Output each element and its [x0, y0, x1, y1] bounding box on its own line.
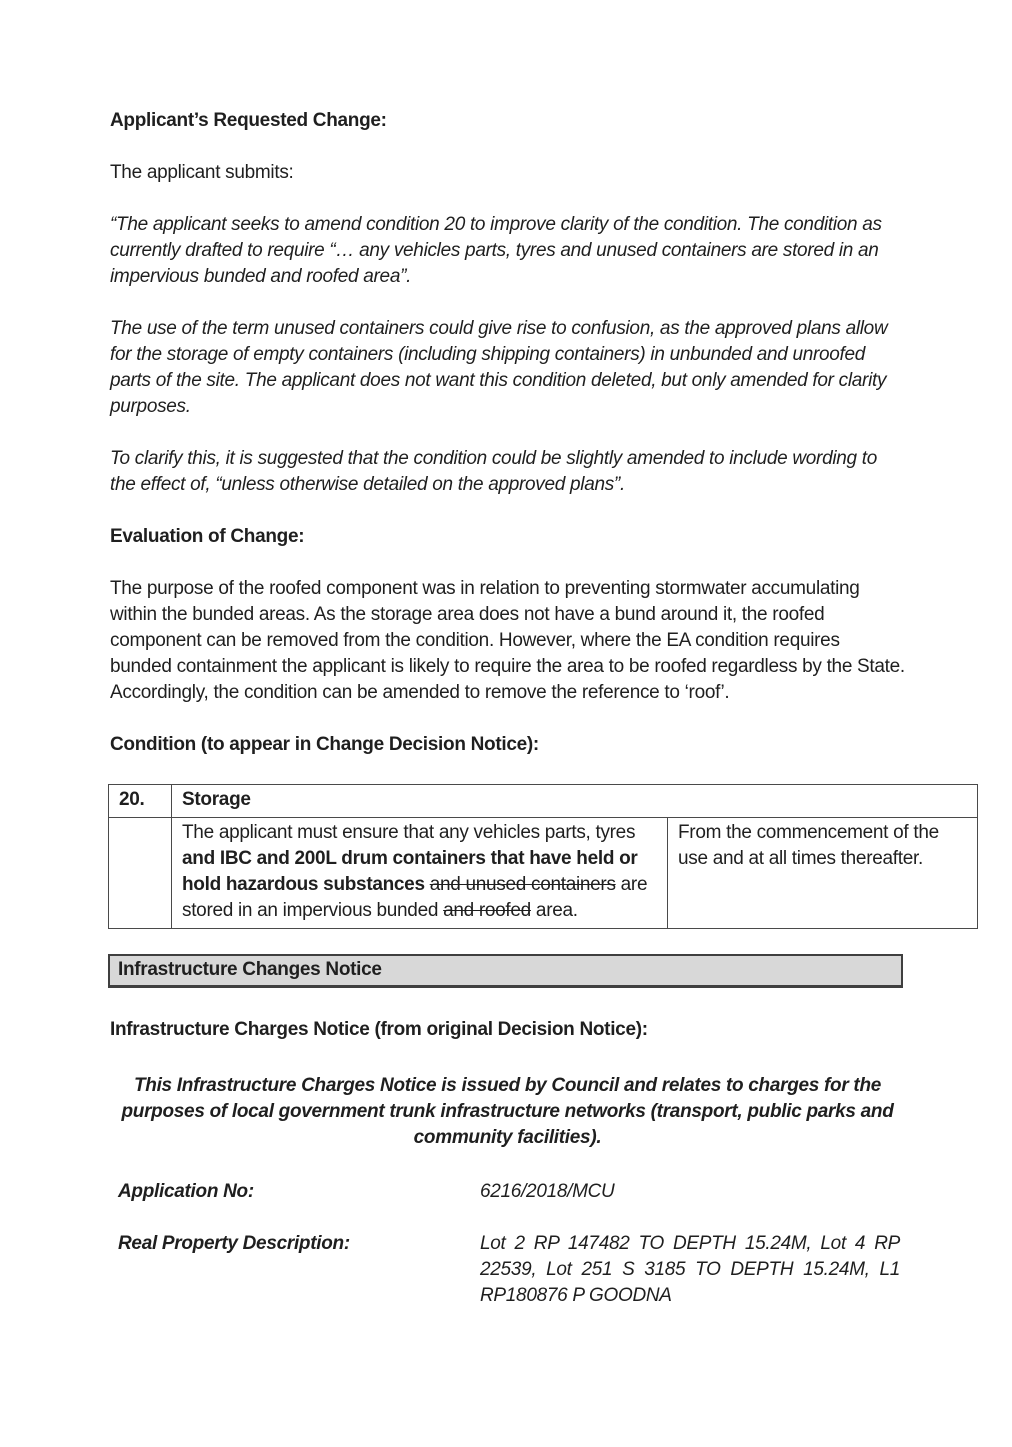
condition-text-part-2: are stored in an impervious bunded	[182, 874, 648, 921]
condition-text-part-1: The applicant must ensure that any vehicles parts, tyres	[182, 822, 636, 843]
quote-paragraph-1: “The applicant seeks to amend condition 20 to improve clarity of the condition. The condition as currently drafted to require “… any vehicles parts, tyres and unused containers are stored in an impervious bunded and roofed area”.	[110, 214, 882, 287]
infrastructure-intro-paragraph: This Infrastructure Charges Notice is issued by Council and relates to charges for the purposes of local government trunk infrastructure networks (transport, public parks and community facilities).	[121, 1075, 894, 1148]
evaluation-paragraph: The purpose of the roofed component was in relation to preventing stormwater accumulating within the bunded areas. As the storage area does not have a bund around it, the roofed component can be removed from the condition. However, where the EA condition requires bunded containment the applicant is likely to require the area to be roofed regardless by the State. Accordingly, the condition can be amended to remove the reference to ‘roof’.	[110, 578, 905, 703]
condition-table-body-row	[109, 818, 978, 929]
property-description-label: Real Property Description:	[118, 1233, 350, 1254]
infrastructure-charges-heading: Infrastructure Charges Notice (from original Decision Notice):	[110, 1019, 648, 1040]
property-description-value: Lot 2 RP 147482 TO DEPTH 15.24M, Lot 4 RP 22539, Lot 251 S 3185 TO DEPTH 15.24M, L1 RP180876 P GOODNA	[480, 1233, 900, 1306]
applicant-submits-text: The applicant submits:	[110, 162, 294, 183]
quote-paragraph-3: To clarify this, it is suggested that the condition could be slightly amended to include wording to the effect of, “unless otherwise detailed on the approved plans”.	[110, 448, 878, 495]
application-no-label: Application No:	[118, 1181, 254, 1202]
application-no-row	[110, 1179, 905, 1205]
requested-change-heading: Applicant’s Requested Change:	[110, 110, 387, 131]
condition-heading: Condition (to appear in Change Decision Notice):	[110, 734, 539, 755]
application-no-value: 6216/2018/MCU	[480, 1181, 615, 1202]
condition-timing-cell: From the commencement of the use and at all times thereafter.	[668, 818, 978, 929]
condition-text-strike-1: and unused containers	[429, 874, 616, 895]
evaluation-heading: Evaluation of Change:	[110, 526, 305, 547]
condition-text-cell	[172, 818, 668, 929]
condition-text-strike-2: and roofed	[443, 900, 531, 921]
property-description-row	[110, 1231, 905, 1309]
quote-paragraph-2: The use of the term unused containers could give rise to confusion, as the approved plans allow for the storage of empty containers (including shipping containers) in unbunded and unroofed parts of the site. The applicant does not want this condition deleted, but only amended for clarity purposes.	[110, 318, 888, 417]
condition-title: Storage	[172, 785, 978, 818]
condition-text-bold: and IBC and 200L drum containers that have held or hold hazardous substances	[182, 848, 638, 895]
condition-text-part-3: area.	[530, 900, 578, 921]
condition-number: 20.	[109, 785, 172, 818]
infrastructure-changes-banner: Infrastructure Changes Notice	[108, 954, 903, 988]
condition-empty-cell	[109, 818, 172, 929]
condition-table	[108, 784, 978, 929]
condition-table-header-row	[109, 785, 978, 818]
